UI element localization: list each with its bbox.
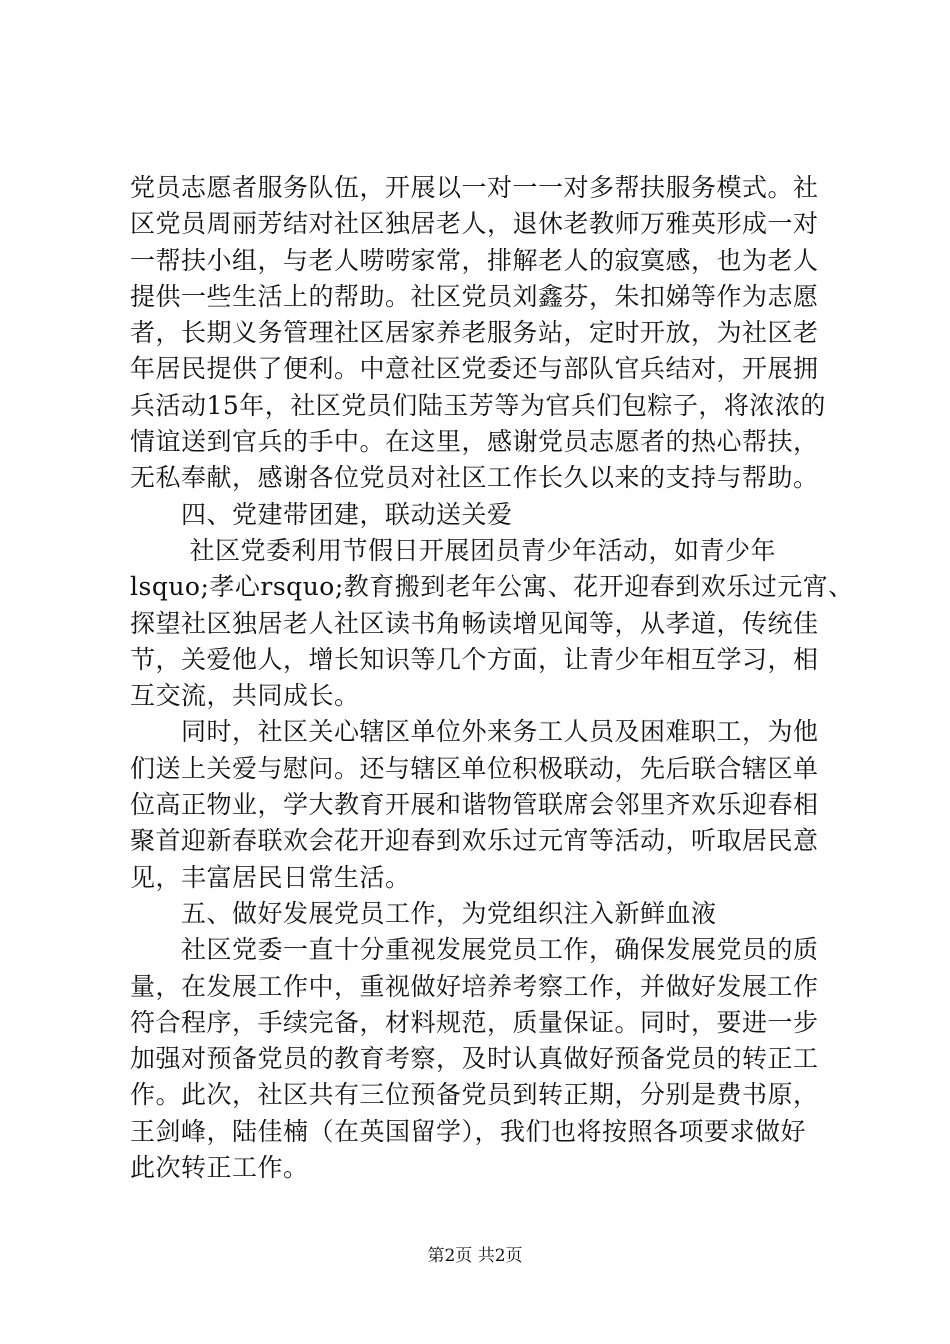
text-line: 情谊送到官兵的手中。在这里，感谢党员志愿者的热心帮扶， (130, 427, 819, 457)
text-line: 社区党委一直十分重视发展党员工作，确保发展党员的质 (130, 935, 819, 965)
text-line: 探望社区独居老人社区读书角畅读增见闻等，从孝道，传统佳 (130, 608, 819, 638)
text-line: 者，长期义务管理社区居家养老服务站，定时开放，为社区老 (130, 318, 819, 348)
text-line: 无私奉献，感谢各位党员对社区工作长久以来的支持与帮助。 (130, 463, 819, 493)
text-line: 见，丰富居民日常生活。 (130, 862, 411, 892)
text-line: 年居民提供了便利。中意社区党委还与部队官兵结对，开展拥 (130, 354, 819, 384)
text-line: 此次转正工作。 (130, 1153, 309, 1183)
text-line: lsquo;孝心rsquo;教育搬到老年公寓、花开迎春到欢乐过元宵、 (130, 572, 854, 602)
text-line: 兵活动15年，社区党员们陆玉芳等为官兵们包粽子，将浓浓的 (130, 390, 826, 420)
text-line: 加强对预备党员的教育考察，及时认真做好预备党员的转正工 (130, 1044, 819, 1074)
text-line: 王剑峰，陆佳楠（在英国留学），我们也将按照各项要求做好 (130, 1116, 807, 1146)
text-line: 们送上关爱与慰问。还与辖区单位积极联动，先后联合辖区单 (130, 753, 819, 783)
text-line: 区党员周丽芳结对社区独居老人，退休老教师万雅英形成一对 (130, 209, 819, 239)
text-line: 位高正物业，学大教育开展和谐物管联席会邻里齐欢乐迎春相 (130, 790, 819, 820)
text-line: 社区党委利用节假日开展团员青少年活动，如青少年 (130, 535, 776, 565)
page-number: 第2页 共2页 (427, 1246, 523, 1266)
text-line: 节，关爱他人，增长知识等几个方面，让青少年相互学习，相 (130, 644, 819, 674)
text-line: 量，在发展工作中，重视做好培养考察工作，并做好发展工作 (130, 971, 819, 1001)
page-footer (0, 1245, 950, 1267)
document-body (130, 170, 854, 1186)
text-line: 提供一些生活上的帮助。社区党员刘鑫芬，朱扣娣等作为志愿 (130, 281, 819, 311)
text-line: 作。此次，社区共有三位预备党员到转正期，分别是费书原， (130, 1080, 819, 1110)
section-heading: 四、党建带团建，联动送关爱 (130, 499, 513, 529)
text-line: 一帮扶小组，与老人唠唠家常，排解老人的寂寞感，也为老人 (130, 245, 819, 275)
text-line: 聚首迎新春联欢会花开迎春到欢乐过元宵等活动，听取居民意 (130, 826, 819, 856)
section-heading: 五、做好发展党员工作，为党组织注入新鲜血液 (130, 898, 717, 928)
text-line: 符合程序，手续完备，材料规范，质量保证。同时，要进一步 (130, 1007, 819, 1037)
text-line: 党员志愿者服务队伍，开展以一对一一对多帮扶服务模式。社 (130, 173, 819, 202)
text-line: 互交流，共同成长。 (130, 681, 360, 711)
text-line: 同时，社区关心辖区单位外来务工人员及困难职工，为他 (130, 717, 819, 747)
